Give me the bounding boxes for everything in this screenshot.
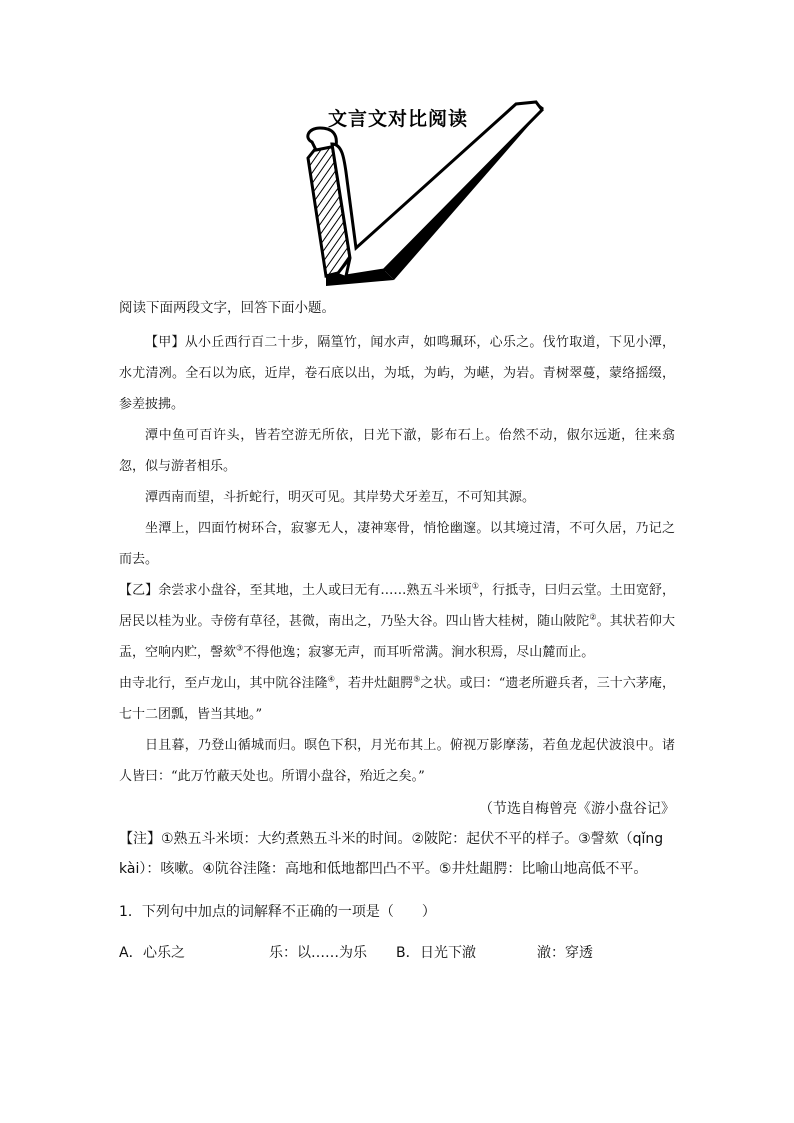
- footnote-marker: ④: [327, 674, 335, 684]
- question-options: [119, 942, 675, 966]
- annotation-notes: 【注】①熟五斗米顷：大约煮熟五斗米的时间。②陂陀：起伏不平的样子。③謦欬（qǐng kài）：咳嗽。④阬谷洼隆：高地和低地都凹凸不平。⑤井灶龃腭：比喻山地高低不平。: [119, 831, 664, 877]
- passage-yi-paragraph-2: [119, 668, 675, 730]
- footnote-marker: ⑤: [413, 674, 421, 684]
- passage-source: （节选自梅曾亮《游小盘谷记》: [479, 801, 675, 817]
- passage-yi-text: 之状。或曰：“遗老所避兵者，三十六茅庵，七十二团瓢，皆当其地。”: [119, 676, 675, 722]
- option-a-gloss: 乐：以……为乐: [269, 945, 367, 961]
- passage-yi-paragraph-3: 日且暮，乃登山循城而归。暝色下积，月光布其上。俯视万影摩荡，若鱼龙起伏波浪中。诸人皆曰：“此万竹蔽天处也。所谓小盘谷，殆近之矣。”: [119, 738, 675, 784]
- footnote-marker: ③: [236, 643, 244, 653]
- footnote-marker: ①: [471, 581, 480, 591]
- passage-jia-paragraph-4: 坐潭上，四面竹树环合，寂寥无人，凄神寒骨，悄怆幽邃。以其境过清，不可久居，乃记之而去。: [119, 521, 675, 567]
- option-b-gloss: 澈：穿透: [537, 945, 593, 961]
- option-b-letter: B．: [396, 945, 420, 961]
- passage-jia-paragraph-3: 潭西南而望，斗折蛇行，明灭可见。其岸势犬牙差互，不可知其源。: [145, 490, 536, 505]
- content-body: [119, 298, 675, 966]
- passage-yi-text: 由寺北行，至卢龙山，其中阬谷洼隆: [119, 676, 328, 691]
- question-stem: 1．下列句中加点的词解释不正确的一项是（ ）: [119, 904, 436, 920]
- passage-yi-paragraph-1: [119, 575, 675, 668]
- page-title: 文言文对比阅读: [328, 108, 469, 130]
- passage-yi-text: ，行抵寺，曰归云堂。土田宽舒，居民以桂为业。寺傍有草径，甚微，南出之，乃坠大谷。四山皆大桂树，随山陂陀: [119, 583, 675, 629]
- passage-jia-paragraph-2: 潭中鱼可百许头，皆若空游无所依，日光下澈，影布石上。佁然不动，俶尔远逝，往来翕忽，似与游者相乐。: [119, 428, 675, 474]
- option-a-letter: A．: [119, 945, 143, 961]
- passage-yi-text: ，若井灶龃腭: [334, 676, 414, 691]
- passage-yi-text: 不得他逸；寂寥无声，而耳听常满。涧水积焉，尽山麓而止。: [243, 645, 595, 660]
- passage-jia-paragraph-1: 【甲】从小丘西行百二十步，隔篁竹，闻水声，如鸣珮环，心乐之。伐竹取道，下见小潭，水尤清冽。全石以为底，近岸，卷石底以出，为坻，为屿，为嵁，为岩。青树翠蔓，蒙络摇缀，参差披拂。: [119, 335, 675, 412]
- option-a-phrase: 心乐之: [143, 945, 185, 961]
- passage-yi-text: 。其状若仰大盂，空响内贮，謦欬: [119, 614, 675, 660]
- reading-instruction: 阅读下面两段文字，回答下面小题。: [119, 300, 335, 316]
- option-b-phrase: 日光下澈: [420, 945, 476, 961]
- footnote-marker: ②: [589, 612, 597, 622]
- passage-yi-text: 【乙】余尝求小盘谷，至其地，土人或曰无有……熟五斗米顷: [119, 583, 472, 598]
